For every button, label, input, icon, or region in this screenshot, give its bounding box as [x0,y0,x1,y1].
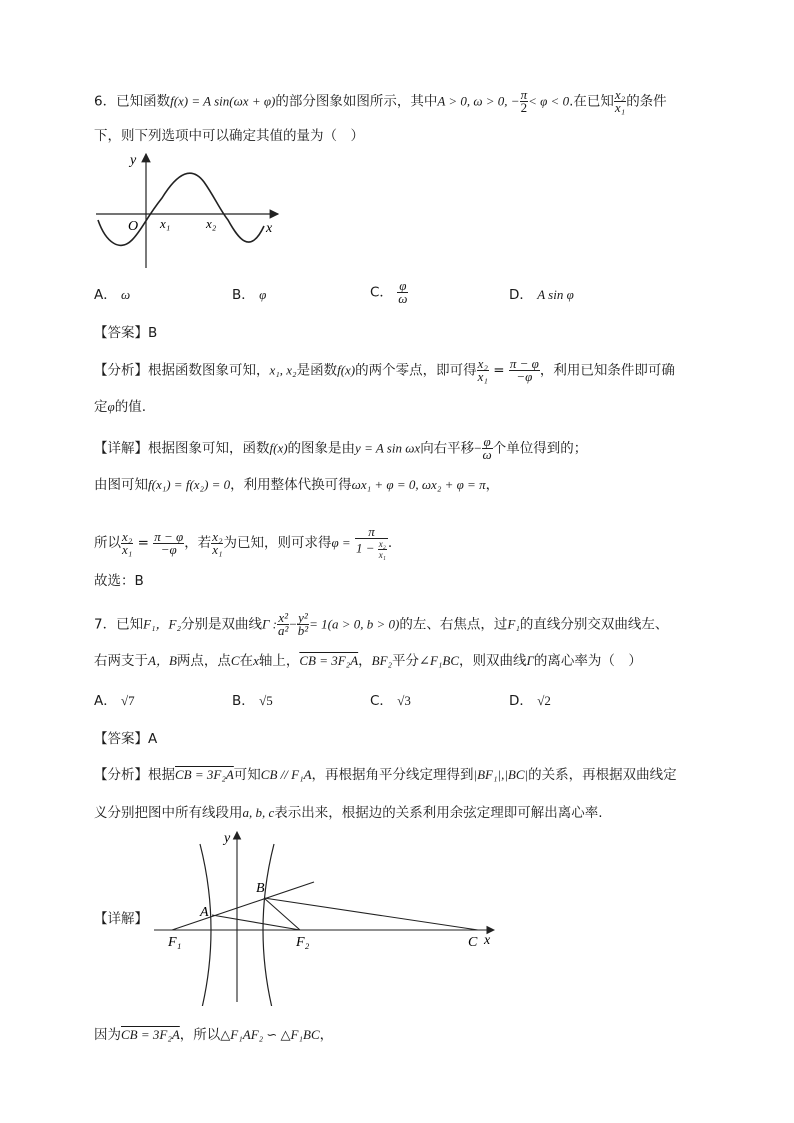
q6-condition2: < φ < 0 [528,93,570,109]
q7-label-x: x [484,933,491,948]
q6-x2-over-x1: $\frac{\text{x₂}}{\text{x₁}}$ [614,87,626,115]
q7-answer: 【答案】A [94,731,158,747]
q6-label-x2: x₂ [206,216,217,231]
q6-sine-curve [98,173,264,245]
q7-stem-line2: 右两支于A，B两点，点C在x轴上，CB = 3F₂A，BF₂平分∠F₁BC，则双曲线Γ的离心率为（ ） [94,653,642,669]
q6-stem-text4: 的条件 [626,93,667,110]
q6-detail-line3: 所以 $\frac{\text{x₂}}{\text{x₁}}$ = $\frac{\pi - \varphi}{-\varphi}$ ，若 $\frac{\text{x₂}}{\text{x₁}}$ 为已知，则可求得φ = π 1 − $\frac{\text{x₂}}{\text{x₁}}$ . [94,524,393,560]
q6-detail-line1: 【详解】根据图象可知，函数f(x)的图象是由y = A sin ωx向右平移− $\frac{\varphi}{\omega}$ 个单位得到的； [94,434,588,462]
q6-analysis-line1: 【分析】根据函数图象可知，x₁, x₂是函数f(x)的两个零点，即可得 $\frac{\text{x₂}}{\text{x₁}}$ = $\frac{\pi - \varphi}{-\varphi}$ ，利用已知条件即可确 [94,356,675,384]
q6-label-x1: x₁ [160,216,171,231]
q7-hyperbola-figure [150,826,510,1006]
q7-label-a: A [200,905,209,920]
q6-option-d[interactable]: D． A sin φ [509,287,574,303]
q6-option-a[interactable]: A． ω [94,287,131,303]
q7-option-a[interactable]: A． √7 [94,693,135,709]
q7-line-a-f2 [212,915,300,930]
q6-option-c[interactable]: C． $\frac{\varphi}{\omega}$ [370,278,408,306]
q6-stem-line1 [94,89,667,114]
q7-analysis-line1: 【分析】根据CB = 3F₂A可知CB // F₁A，再根据角平分线定理得到|BF₁|,|BC|的关系，再根据双曲线定 [94,767,677,783]
q7-left-branch [200,844,211,1006]
q7-label-c: C [468,935,478,950]
q7-label-f2: F₂ [296,935,310,950]
q7-detail-tag: 【详解】 [94,911,148,927]
q7-analysis-line2: 义分别把图中所有线段用a, b, c表示出来，根据边的关系利用余弦定理即可解出离心率. [94,805,603,821]
q7-label-b: B [256,881,265,896]
q7-line-b-c [264,898,478,930]
q6-phi-result: π 1 − $\frac{\text{x₂}}{\text{x₁}}$ [356,524,386,560]
q6-condition: A > 0, ω > 0, − [437,93,520,109]
q6-option-b[interactable]: B． φ [232,287,267,303]
q7-option-d[interactable]: D． √2 [509,693,551,709]
q6-sine-graph [90,148,290,274]
q6-pi-over-2: $\frac{\pi}{2}$ [520,87,528,115]
q6-detail-line2: 由图可知f(x₁) = f(x₂) = 0，利用整体代换可得ωx₁ + φ = 0, ωx₂ + φ = π， [94,477,500,493]
q6-stem-text: 6．已知函数 [94,93,171,110]
q6-stem-line2: 下，则下列选项中可以确定其值的量为（ ） [94,128,364,144]
q6-label-y: y [130,153,137,168]
q7-label-y: y [224,831,231,846]
q7-option-b[interactable]: B． √5 [232,693,273,709]
q6-answer: 【答案】B [94,325,158,341]
q7-option-c[interactable]: C． √3 [370,693,411,709]
q7-label-f1: F₁ [168,935,182,950]
q6-function: f(x) = A sin(ωx + φ) [170,93,276,109]
q6-conclusion: 故选：B [94,573,144,589]
q6-analysis-line2: 定φ的值. [94,399,146,415]
q6-stem-text3: .在已知 [569,93,614,110]
q6-label-o: O [128,219,139,234]
q6-label-x: x [266,221,273,236]
q6-stem-text2: 的部分图象如图所示，其中 [275,93,438,110]
q7-detail-last-line: 因为CB = 3F₂A，所以△F₁AF₂ ∽ △F₁BC， [94,1027,334,1043]
q7-stem-line1: 7．已知F₁，F₂分别是双曲线Γ : $\frac{\text{x²}}{\text{a²}}$ − $\frac{\text{y²}}{\text{b²}}$ = 1(a > 0, b > 0)的左、右焦点，过F₁的直线分别交双曲线左、 [94,610,669,638]
